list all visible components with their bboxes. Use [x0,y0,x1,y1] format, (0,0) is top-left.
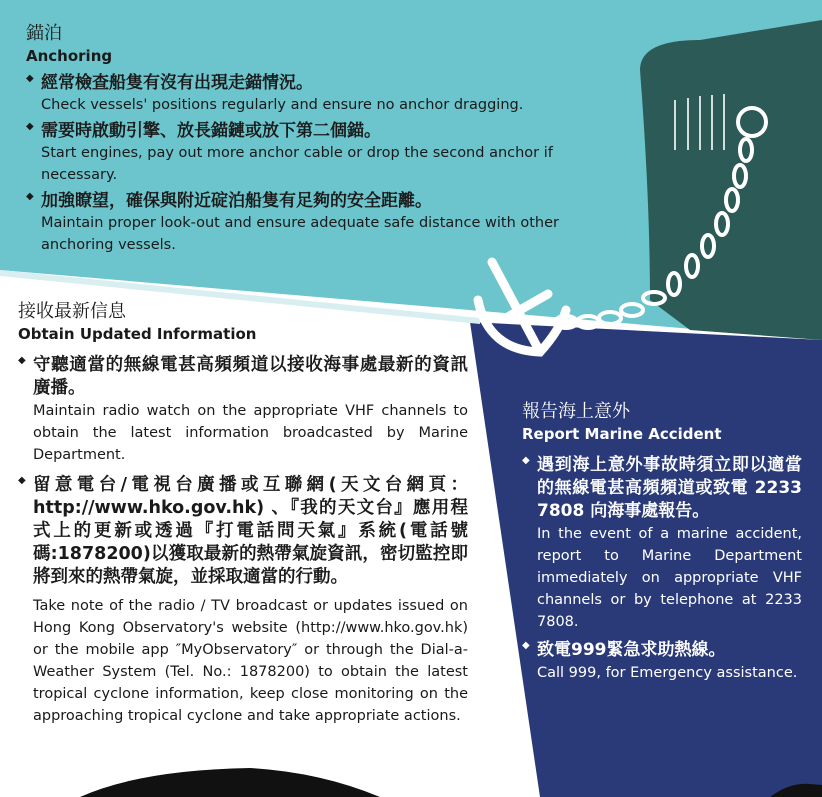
item-text-zh: ◆ 加強瞭望，確保與附近碇泊船隻有足夠的安全距離。 [41,191,432,211]
list-item [522,639,802,684]
updated-info-section [18,300,468,727]
report-accident-list [522,454,802,684]
list-item [26,72,596,116]
list-item [26,120,596,186]
list-item [26,190,596,256]
list-item [18,354,468,466]
item-text-zh: ◆ 需要時啟動引擎、放長錨鏈或放下第二個錨。 [41,121,381,141]
item-text-zh: ◆ 留意電台/電視台廣播或互聯網(天文台網頁：http://www.hko.gov.hk) 、『我的天文台』應用程式上的更新或透過『打電話問天氣』系統(電話號碼:1878200)以獲取最新的熱帶氣旋資訊，密切監控即將到來的熱帶氣旋，並採取適當的行動。 [33,475,468,587]
item-text-en: Take note of the radio / TV broadcast or updates issued on Hong Kong Observatory's website (http://www.hko.gov.hk) or the mobile app ″MyObservatory″ or through the Dial-a-Weather System (Tel. No.: 1878200) to obtain the latest tropical cyclone information, keep close monitoring on the approaching tropical cyclone and take appropriate actions. [33,598,468,724]
list-item [522,454,802,633]
section-title-zh: 錨泊 [26,23,62,44]
item-text-zh: ◆ 致電999緊急求助熱線。 [537,640,726,660]
item-text-en: Call 999, for Emergency assistance. [537,665,798,681]
section-title-en: Obtain Updated Information [18,325,257,343]
item-text-en: In the event of a marine accident, report to Marine Department immediately on appropriate VHF channels or by telephone at 2233 7808. [537,526,802,630]
section-title-zh: 接收最新信息 [18,301,126,322]
anchoring-section [26,22,596,256]
item-text-en: Maintain proper look-out and ensure adequate safe distance with other anchoring vessels. [41,215,559,253]
section-title-zh: 報告海上意外 [522,401,630,422]
updated-info-list [18,354,468,727]
section-title-en: Anchoring [26,47,113,65]
section-title-en: Report Marine Accident [522,425,722,443]
report-accident-section [522,400,802,684]
ship-hull-shape [640,20,822,340]
bottom-dark-shape [80,768,380,797]
item-text-en: Maintain radio watch on the appropriate VHF channels to obtain the latest information broadcasted by Marine Department. [33,403,468,463]
item-text-zh: ◆ 守聽適當的無線電甚高頻頻道以接收海事處最新的資訊廣播。 [33,355,468,398]
item-text-en: Start engines, pay out more anchor cable or drop the second anchor if necessary. [41,145,553,183]
item-text-zh: ◆ 經常檢查船隻有沒有出現走錨情況。 [41,73,313,93]
item-text-zh: ◆ 遇到海上意外事故時須立即以適當的無線電甚高頻頻道或致電 2233 7808 向海事處報告。 [537,455,802,521]
list-item [18,474,468,727]
item-text-en: Check vessels' positions regularly and ensure no anchor dragging. [41,97,524,113]
anchoring-list [26,72,596,256]
